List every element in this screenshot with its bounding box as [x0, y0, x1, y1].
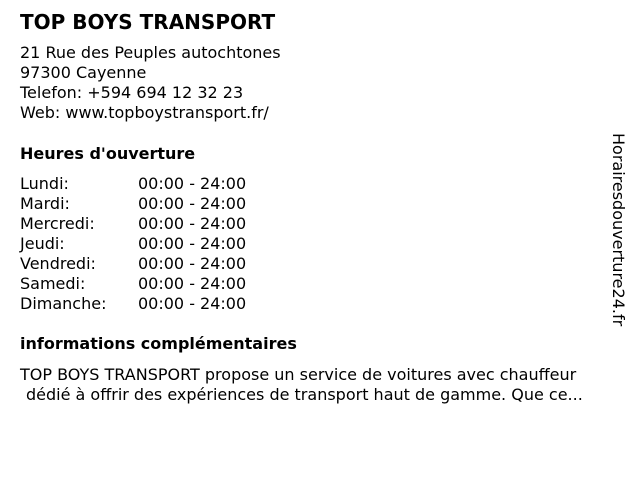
hours-row — [20, 234, 246, 254]
hours-row — [20, 214, 246, 234]
time-range: 00:00 - 24:00 — [138, 234, 247, 253]
description-line: TOP BOYS TRANSPORT propose un service de voitures avec chauffeur — [20, 365, 577, 384]
hours-row — [20, 254, 246, 274]
city: 97300 Cayenne — [20, 63, 147, 82]
website: Web: www.topboystransport.fr/ — [20, 103, 269, 122]
hours-row — [20, 294, 246, 314]
hours-row — [20, 274, 246, 294]
opening-hours-heading: Heures d'ouverture — [20, 144, 196, 163]
description — [20, 365, 632, 405]
additional-info-heading: informations complémentaires — [20, 334, 297, 353]
time-range: 00:00 - 24:00 — [138, 174, 247, 193]
time-range: 00:00 - 24:00 — [138, 214, 247, 233]
time-range: 00:00 - 24:00 — [138, 274, 247, 293]
day-label: Jeudi: — [20, 234, 65, 253]
address-block — [20, 43, 281, 123]
day-label: Dimanche: — [20, 294, 107, 313]
opening-hours-table — [20, 174, 246, 314]
time-range: 00:00 - 24:00 — [138, 294, 247, 313]
description-line: dédié à offrir des expériences de transport haut de gamme. Que ce... — [26, 385, 583, 404]
business-name: TOP BOYS TRANSPORT — [20, 10, 276, 34]
day-label: Lundi: — [20, 174, 69, 193]
street-address: 21 Rue des Peuples autochtones — [20, 43, 281, 62]
day-label: Mercredi: — [20, 214, 95, 233]
phone: Telefon: +594 694 12 32 23 — [20, 83, 244, 102]
hours-row — [20, 174, 246, 194]
hours-row — [20, 194, 246, 214]
site-watermark: Horairesdouverture24.fr — [609, 133, 628, 327]
day-label: Samedi: — [20, 274, 86, 293]
time-range: 00:00 - 24:00 — [138, 254, 247, 273]
time-range: 00:00 - 24:00 — [138, 194, 247, 213]
day-label: Vendredi: — [20, 254, 96, 273]
day-label: Mardi: — [20, 194, 70, 213]
